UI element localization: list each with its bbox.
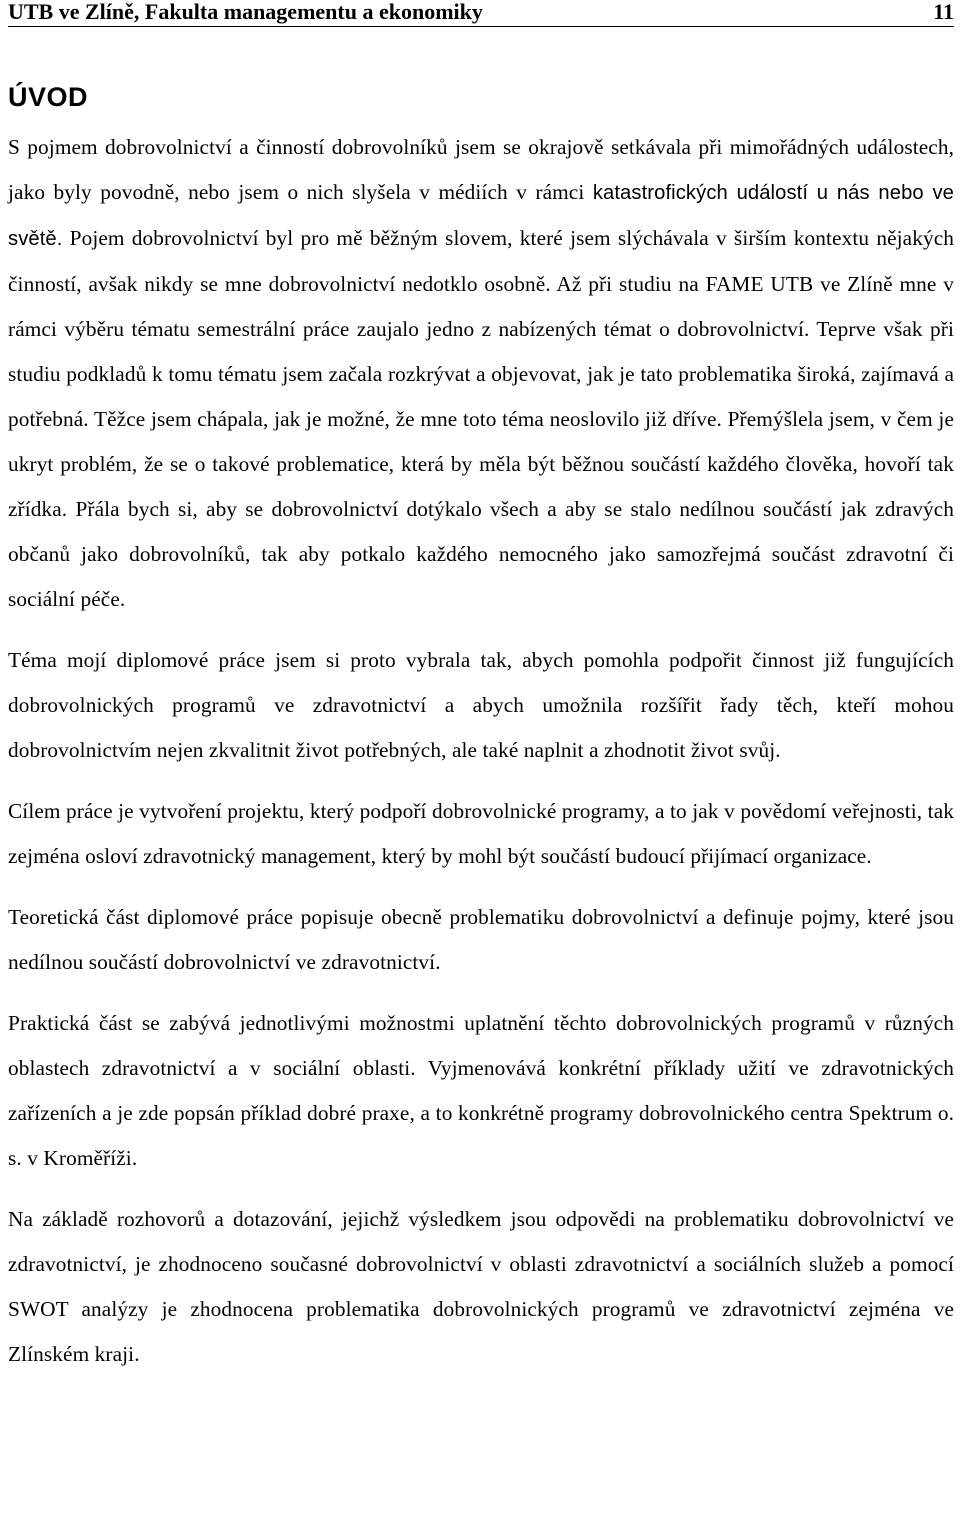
paragraph-3-text: Cílem práce je vytvoření projektu, který podpoří dobrovolnické programy, a to jak v povědomí veřejnosti, tak zejména osloví zdravotnický management, který by mohl být součástí budoucí přijímací organizace. [8,799,954,868]
document-page [8,0,954,1377]
paragraph-1-segment-3: Pojem dobrovolnictví byl pro mě běžným slovem, které jsem slýchávala v širším kontextu nějakých činností, avšak nikdy se mne dobrovolnictví nedotklo osobně. Až při studiu na FAME UTB ve Zlíně mne v rámci výběru tématu semestrální práce zaujalo jedno z nabízených témat o dobrovolnictví. Teprve však při studiu podkladů k tomu tématu jsem začala rozkrývat a objevovat, jak je tato problematika široká, zajímavá a potřebná. Těžce jsem chápala, jak je možné, že mne toto téma neoslovilo již dříve. Přemýšlela jsem, v čem je ukryt problém, že se o takové problematice, která by měla být běžnou součástí každého člověka, hovoří tak zřídka. Přála bych si, aby se dobrovolnictví dotýkalo všech a aby se stalo nedílnou součástí jak zdravých občanů jako dobrovolníků, tak aby potkalo každého nemocného jako samozřejmá součást zdravotní či sociální péče. [8,226,954,611]
paragraph-4-text: Teoretická část diplomové práce popisuje obecně problematiku dobrovolnictví a definuje pojmy, které jsou nedílnou součástí dobrovolnictví ve zdravotnictví. [8,905,954,974]
paragraph-5-text: Praktická část se zabývá jednotlivými možnostmi uplatnění těchto dobrovolnických programů v různých oblastech zdravotnictví a v sociální oblasti. Vyjmenovává konkrétní příklady užití ve zdravotnických zařízeních a je zde popsán příklad dobré praxe, a to konkrétně programy dobrovolnického centra Spektrum o. s. v Kroměříži. [8,1011,954,1170]
paragraph-5 [8,1001,954,1181]
page-number: 11 [933,0,954,24]
paragraph-1 [8,125,954,622]
paragraph-1-segment-1: S pojmem dobrovolnictví a činností dobrovolníků jsem se okrajově setkávala při mimořádných událostech, jako byly povodně, nebo jsem o nich slyšela v médiích v rámci [8,135,954,204]
chapter-title: ÚVOD [8,82,89,112]
paragraph-6 [8,1197,954,1377]
paragraph-2-text: Téma mojí diplomové práce jsem si proto vybrala tak, abych pomohla podpořit činnost již fungujících dobrovolnických programů ve zdravotnictví a abych umožnila rozšířit řady těch, kteří mohou dobrovolnictvím nejen zkvalitnit život potřebných, ale také naplnit a zhodnotit život svůj. [8,648,954,762]
body-text [8,125,954,1377]
paragraph-6-text: Na základě rozhovorů a dotazování, jejichž výsledkem jsou odpovědi na problematiku dobrovolnictví ve zdravotnictví, je zhodnoceno současné dobrovolnictví v oblasti zdravotnictví a sociálních služeb a pomocí SWOT analýzy je zhodnocena problematika dobrovolnických programů ve zdravotnictví zejména ve Zlínském kraji. [8,1207,954,1366]
running-header [8,0,954,27]
paragraph-3 [8,789,954,879]
paragraph-4 [8,895,954,985]
header-title: UTB ve Zlíně, Fakulta managementu a ekonomiky [8,0,483,24]
paragraph-1-segment-2: katastrofických událostí u nás nebo ve světě. [8,182,954,250]
paragraph-2 [8,638,954,773]
